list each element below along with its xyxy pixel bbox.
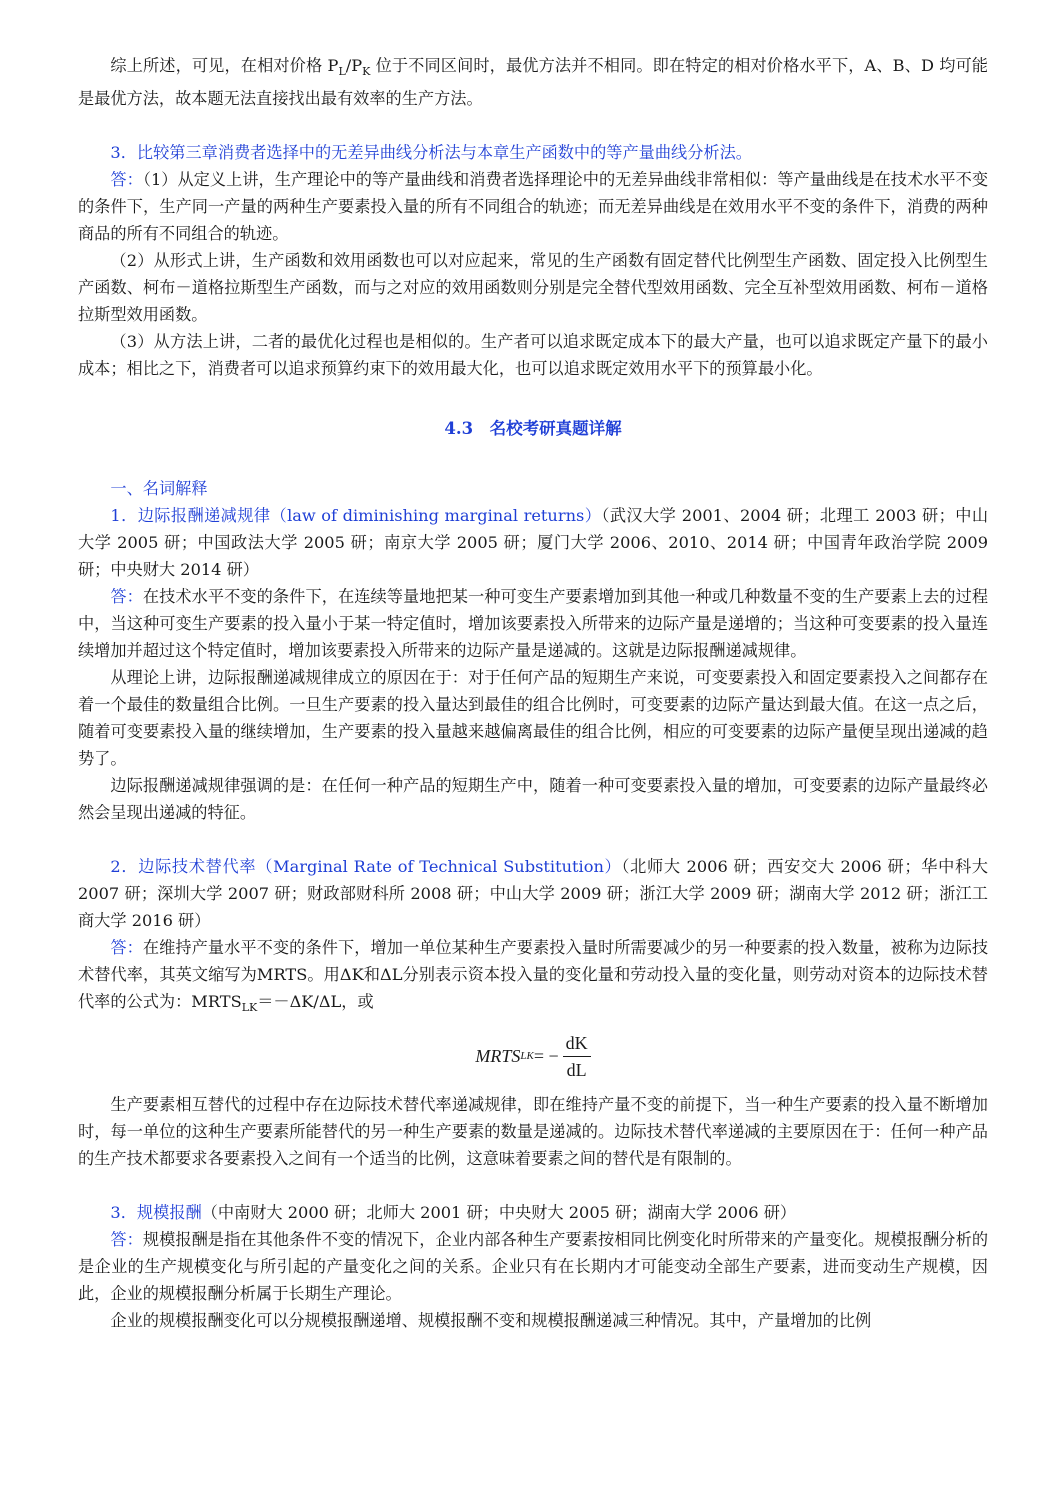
term-2-paragraph-2: 生产要素相互替代的过程中存在边际技术替代率递减规律，即在维持产量不变的前提下，当一种生产要素的投入量不断增加时，每一单位的这种生产要素所能替代的另一种生产要素的数量是递减的。边际技术替代率递减的主要原因在于：任何一种产品的生产技术都要求各要素投入之间有一个适当的比例，这意味着要素之间的替代是有限制的。 [78,1095,988,1169]
formula-fraction [563,1030,591,1083]
section-subtitle: 一、名词解释 [110,479,208,499]
formula-equals: = − [533,1045,559,1066]
question-3-answer-2: （2）从形式上讲，生产函数和效用函数也可以对应起来，常见的生产函数有固定替代比例型生产函数、固定投入比例型生产函数、柯布－道格拉斯型生产函数，而与之对应的效用函数则分别是完全替代型效用函数、完全互补型效用函数、柯布－道格拉斯型效用函数。 [78,251,988,325]
term-2-answer: 答：在维持产量水平不变的条件下，增加一单位某种生产要素投入量时所需要减少的另一种要素的投入数量，被称为边际技术替代率，其英文缩写为MRTS。用ΔK和ΔL分别表示资本投入量的变化量和劳动投入量的变化量，则劳动对资本的边际技术替代率的公式为：$MRTS_{LK}=-\Delta K/\Delta L$，或 [78,938,989,1015]
term-3-heading: 3．规模报酬（中南财大 2000 研；北师大 2001 研；中央财大 2005 研；湖南大学 2006 研） [110,1203,797,1223]
formula-numerator: dK [563,1030,591,1057]
term-3-paragraph-2: 企业的规模报酬变化可以分规模报酬递增、规模报酬不变和规模报酬递减三种情况。其中，产量增加的比例 [110,1311,872,1331]
question-3-answer-1: 答：（1）从定义上讲，生产理论中的等产量曲线和消费者选择理论中的无差异曲线非常相似：等产量曲线是在技术水平不变的条件下，生产同一产量的两种生产要素投入量的所有不同组合的轨迹；而无差异曲线是在效用水平不变的条件下，消费的两种商品的所有不同组合的轨迹。 [78,170,989,244]
term-1-paragraph-2: 从理论上讲，边际报酬递减规律成立的原因在于：对于任何产品的短期生产来说，可变要素投入和固定要素投入之间都存在着一个最佳的数量组合比例。一旦生产要素的投入量达到最佳的组合比例时，可变要素的边际产量达到最大值。在这一点之后，随着可变要素投入量的继续增加，生产要素的投入量越来越偏离最佳的组合比例，相应的可变要素的边际产量便呈现出递减的趋势了。 [78,668,988,769]
mrts-formula: MRTS LK = − $\frac{dK}{dL}$ [78,1021,988,1091]
term-1-paragraph-3: 边际报酬递减规律强调的是：在任何一种产品的短期生产中，随着一种可变要素投入量的增加，可变要素的边际产量最终必然会呈现出递减的特征。 [78,776,988,823]
question-3-answer-3: （3）从方法上讲，二者的最优化过程也是相似的。生产者可以追求既定成本下的最大产量，也可以追求既定产量下的最小成本；相比之下，消费者可以追求预算约束下的效用最大化，也可以追求既定效用水平下的预算最小化。 [78,332,988,379]
section-title: 4.3 名校考研真题详解 [444,419,622,439]
term-3-answer: 答：规模报酬是指在其他条件不变的情况下，企业内部各种生产要素按相同比例变化时所带来的产量变化。规模报酬分析的是企业的生产规模变化与所引起的产量变化之间的关系。企业只有在长期内才可能变动全部生产要素，进而变动生产规模，因此，企业的规模报酬分析属于长期生产理论。 [78,1230,989,1304]
term-1-heading: 1．边际报酬递减规律（law of diminishing marginal returns）（武汉大学 2001、2004 研；北理工 2003 研；中山大学 2005 研；中国政法大学 2005 研；南京大学 2005 研；厦门大学 2006、2010、2014 研；中国青年政治学院 2009 研；中央财大 2014 研） [78,506,989,580]
term-2-heading: 2．边际技术替代率（Marginal Rate of Technical Substitution）（北师大 2006 研；西安交大 2006 研；华中科大 2007 研；深圳大学 2007 研；财政部财科所 2008 研；中山大学 2009 研；浙江大学 2009 研；湖南大学 2012 研；浙江工商大学 2016 研） [78,857,988,931]
term-1-answer: 答：在技术水平不变的条件下，在连续等量地把某一种可变生产要素增加到其他一种或几种数量不变的生产要素上去的过程中，当这种可变生产要素的投入量小于某一特定值时，增加该要素投入所带来的边际产量是递增的；当这种可变要素的投入量连续增加并超过这个特定值时，增加该要素投入所带来的边际产量是递减的。这就是边际报酬递减规律。 [78,587,989,661]
formula-lhs: MRTS [475,1045,521,1066]
formula-denominator: dL [566,1059,587,1080]
summary-paragraph: 综上所述，可见，在相对价格 $P_L/P_K$ 位于不同区间时，最优方法并不相同。即在特定的相对价格水平下，A、B、D 均可能是最优方法，故本题无法直接找出最有效率的生产方法。 [78,56,988,109]
question-3-title: 3．比较第三章消费者选择中的无差异曲线分析法与本章生产函数中的等产量曲线分析法。 [110,143,752,163]
document-page [78,52,988,1334]
